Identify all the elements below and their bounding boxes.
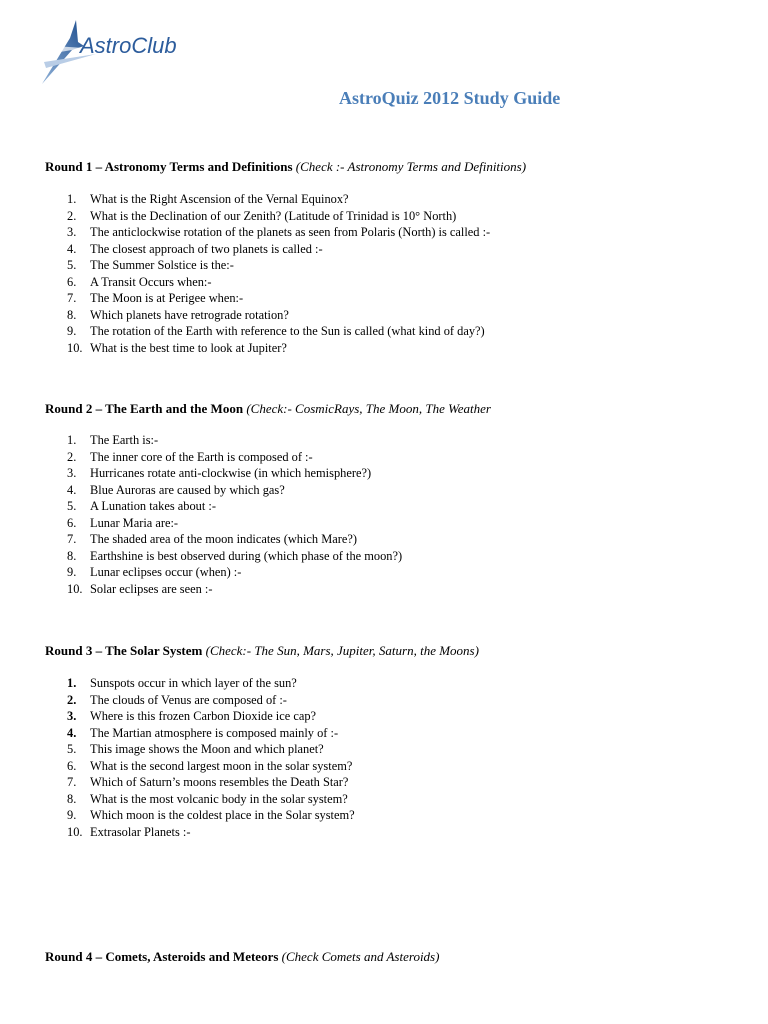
round-check: (Check Comets and Asteroids) — [281, 949, 440, 964]
round-3-questions — [45, 675, 355, 840]
round-1-heading — [45, 159, 526, 175]
round-check: (Check :- Astronomy Terms and Definitions) — [295, 159, 527, 174]
list-item: 2. What is the Declination of our Zenith? (Latitude of Trinidad is 10° North) — [67, 208, 457, 223]
list-item: 9. Lunar eclipses occur (when) :- — [67, 565, 242, 579]
list-item: 7. Which of Saturn’s moons resembles the Death Star? — [67, 775, 349, 789]
list-item: 9. Which moon is the coldest place in the Solar system? — [67, 808, 355, 822]
list-item: 8. Earthshine is best observed during (which phase of the moon?) — [67, 548, 403, 563]
round-3-heading — [45, 643, 479, 659]
list-item: 6. A Transit Occurs when:- — [67, 274, 212, 289]
list-item: 1. Sunspots occur in which layer of the sun? — [67, 676, 297, 690]
list-item: 2. The clouds of Venus are composed of :- — [67, 692, 287, 707]
list-item: 6. What is the second largest moon in the solar system? — [67, 758, 353, 773]
list-item: 1. What is the Right Ascension of the Vernal Equinox? — [67, 192, 349, 206]
round-1-questions — [45, 191, 490, 356]
list-item: 3. The anticlockwise rotation of the planets as seen from Polaris (North) is called :- — [67, 225, 491, 239]
round-title: Round 1 – Astronomy Terms and Definitions — [45, 159, 293, 174]
list-item: 9. The rotation of the Earth with reference to the Sun is called (what kind of day?) — [67, 324, 485, 338]
list-item: 8. What is the most volcanic body in the solar system? — [67, 791, 348, 806]
page-title: AstroQuiz 2012 Study Guide — [339, 88, 561, 108]
list-item: 3. Where is this frozen Carbon Dioxide ice cap? — [67, 709, 317, 723]
list-item: 4. Blue Auroras are caused by which gas? — [67, 482, 285, 497]
list-item: 10. What is the best time to look at Jupiter? — [67, 340, 287, 355]
round-check: (Check:- The Sun, Mars, Jupiter, Saturn, the Moons) — [205, 643, 479, 658]
round-check: (Check:- CosmicRays, The Moon, The Weather — [246, 401, 491, 416]
list-item: 7. The Moon is at Perigee when:- — [67, 291, 244, 305]
list-item: 5. The Summer Solstice is the:- — [67, 258, 234, 272]
round-title: Round 3 – The Solar System — [45, 643, 203, 658]
round-2-heading — [45, 401, 491, 417]
astroclub-logo — [40, 16, 200, 86]
list-item: 3. Hurricanes rotate anti-clockwise (in which hemisphere?) — [67, 466, 372, 480]
list-item: 5. A Lunation takes about :- — [67, 499, 216, 513]
svg-text:AstroClub: AstroClub — [80, 33, 177, 58]
list-item: 2. The inner core of the Earth is composed of :- — [67, 449, 313, 464]
list-item: 4. The closest approach of two planets is called :- — [67, 241, 323, 256]
list-item: 1. The Earth is:- — [67, 433, 159, 447]
list-item: 10. Solar eclipses are seen :- — [67, 581, 213, 596]
list-item: 7. The shaded area of the moon indicates (which Mare?) — [67, 532, 357, 546]
list-item: 4. The Martian atmosphere is composed mainly of :- — [67, 725, 339, 740]
round-title: Round 4 – Comets, Asteroids and Meteors — [45, 949, 279, 964]
list-item: 10. Extrasolar Planets :- — [67, 824, 191, 839]
round-2-questions — [45, 432, 402, 597]
list-item: 8. Which planets have retrograde rotation? — [67, 307, 289, 322]
round-4-heading — [45, 949, 439, 965]
list-item: 5. This image shows the Moon and which planet? — [67, 742, 324, 756]
list-item: 6. Lunar Maria are:- — [67, 515, 179, 530]
round-title: Round 2 – The Earth and the Moon — [45, 401, 244, 416]
